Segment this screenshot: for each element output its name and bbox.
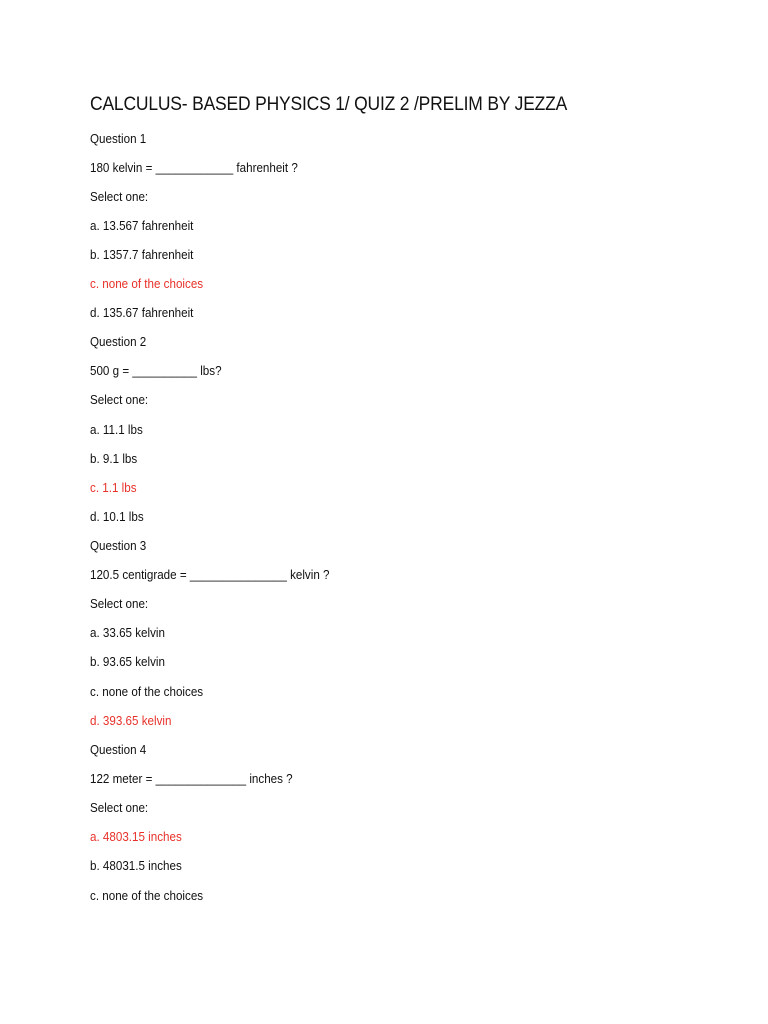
question-3-option-c: c. none of the choices <box>90 685 204 699</box>
question-2-option-c-correct: c. 1.1 lbs <box>90 481 137 495</box>
question-1-select-label: Select one: <box>90 190 149 204</box>
question-4-prompt: 122 meter = ______________ inches ? <box>90 772 293 786</box>
question-3-option-d-correct: d. 393.65 kelvin <box>90 714 172 728</box>
question-4-label: Question 4 <box>90 743 147 757</box>
question-3-prompt: 120.5 centigrade = _______________ kelvin ? <box>90 568 330 582</box>
question-2-select-label: Select one: <box>90 393 149 407</box>
question-1-option-b: b. 1357.7 fahrenheit <box>90 248 194 262</box>
question-2-label: Question 2 <box>90 335 147 349</box>
question-3-option-a: a. 33.65 kelvin <box>90 626 165 640</box>
question-2-option-d: d. 10.1 lbs <box>90 510 144 524</box>
question-1-label: Question 1 <box>90 132 147 146</box>
question-2-option-a: a. 11.1 lbs <box>90 423 143 437</box>
question-3-option-b: b. 93.65 kelvin <box>90 655 165 669</box>
question-4-option-c: c. none of the choices <box>90 889 204 903</box>
question-2-prompt: 500 g = __________ lbs? <box>90 364 222 378</box>
question-3-label: Question 3 <box>90 539 147 553</box>
question-4-option-b: b. 48031.5 inches <box>90 859 182 873</box>
question-3-select-label: Select one: <box>90 597 149 611</box>
question-4-select-label: Select one: <box>90 801 149 815</box>
document-title: CALCULUS- BASED PHYSICS 1/ QUIZ 2 /PRELIM BY JEZZA <box>90 94 568 115</box>
question-1-option-c-correct: c. none of the choices <box>90 277 204 291</box>
question-1-prompt: 180 kelvin = ____________ fahrenheit ? <box>90 161 298 175</box>
question-1-option-a: a. 13.567 fahrenheit <box>90 219 194 233</box>
question-2-option-b: b. 9.1 lbs <box>90 452 138 466</box>
question-4-option-a-correct: a. 4803.15 inches <box>90 830 182 844</box>
question-1-option-d: d. 135.67 fahrenheit <box>90 306 194 320</box>
